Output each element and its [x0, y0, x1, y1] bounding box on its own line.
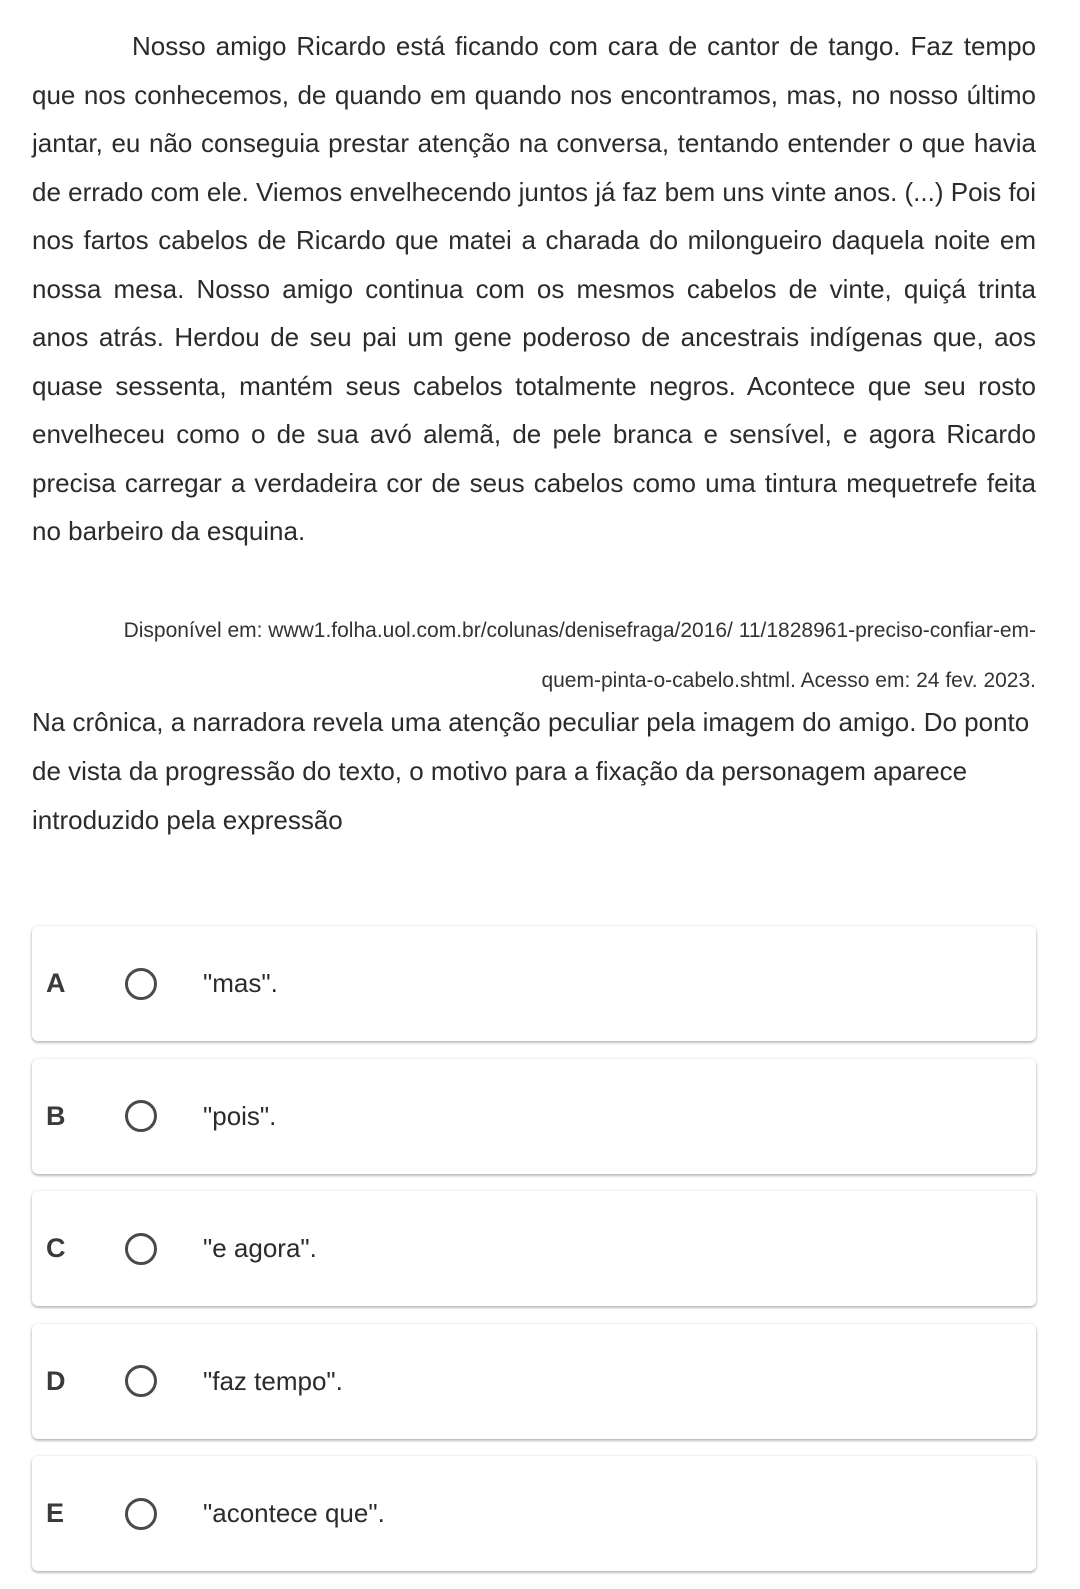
option-letter: B: [46, 1100, 66, 1131]
option-text: "acontece que".: [203, 1498, 385, 1528]
option-e[interactable]: [32, 1456, 1036, 1571]
option-b[interactable]: [32, 1059, 1036, 1174]
option-letter: C: [46, 1233, 66, 1263]
option-text: "pois".: [203, 1100, 277, 1131]
source-line-1: Disponível em: www1.folha.uol.com.br/colunas/denisefraga/2016/ 11/1828961-preciso-confiar-em-: [123, 619, 1036, 642]
radio-button[interactable]: [125, 1233, 157, 1265]
option-text: "faz tempo".: [203, 1365, 343, 1396]
source-citation: [32, 606, 1036, 706]
option-text: "e agora".: [203, 1233, 317, 1263]
option-d[interactable]: [32, 1324, 1036, 1439]
passage-text: Nosso amigo Ricardo está ficando com cara de cantor de tango. Faz tempo que nos conhecemos, de quando em quando nos encontramos, mas, no nosso último jantar, eu não conseguia prestar atenção na conversa, tentando entender o que havia de errado com ele. Viemos envelhecendo juntos já faz bem uns vinte anos. (...) Pois foi nos fartos cabelos de Ricardo que matei a charada do milongueiro daquela noite em nossa mesa. Nosso amigo continua com os mesmos cabelos de vinte, quiçá trinta anos atrás. Herdou de seu pai um gene poderoso de ancestrais indígenas que, aos quase sessenta, mantém seus cabelos totalmente negros. Acontece que seu rosto envelheceu como o de sua avó alemã, de pele branca e sensível, e agora Ricardo precisa carregar a verdadeira cor de seus cabelos como uma tintura mequetrefe feita no barbeiro da esquina.: [32, 31, 1036, 546]
radio-button[interactable]: [125, 1498, 157, 1530]
radio-button[interactable]: [125, 1365, 157, 1397]
radio-button[interactable]: [125, 968, 157, 1000]
option-letter: D: [46, 1365, 66, 1396]
option-letter: A: [46, 968, 66, 998]
option-c[interactable]: [32, 1191, 1036, 1306]
source-line-2: quem-pinta-o-cabelo.shtml. Acesso em: 24 fev. 2023.: [541, 669, 1036, 692]
answer-options: [32, 926, 1036, 1589]
question-text: Na crônica, a narradora revela uma atenção peculiar pela imagem do amigo. Do ponto de vista da progressão do texto, o motivo para a fixação da personagem aparece introduzido pela expressão: [32, 707, 1030, 835]
option-letter: E: [46, 1498, 65, 1528]
option-text: "mas".: [203, 968, 278, 998]
radio-button[interactable]: [125, 1100, 157, 1132]
option-a[interactable]: [32, 926, 1036, 1041]
